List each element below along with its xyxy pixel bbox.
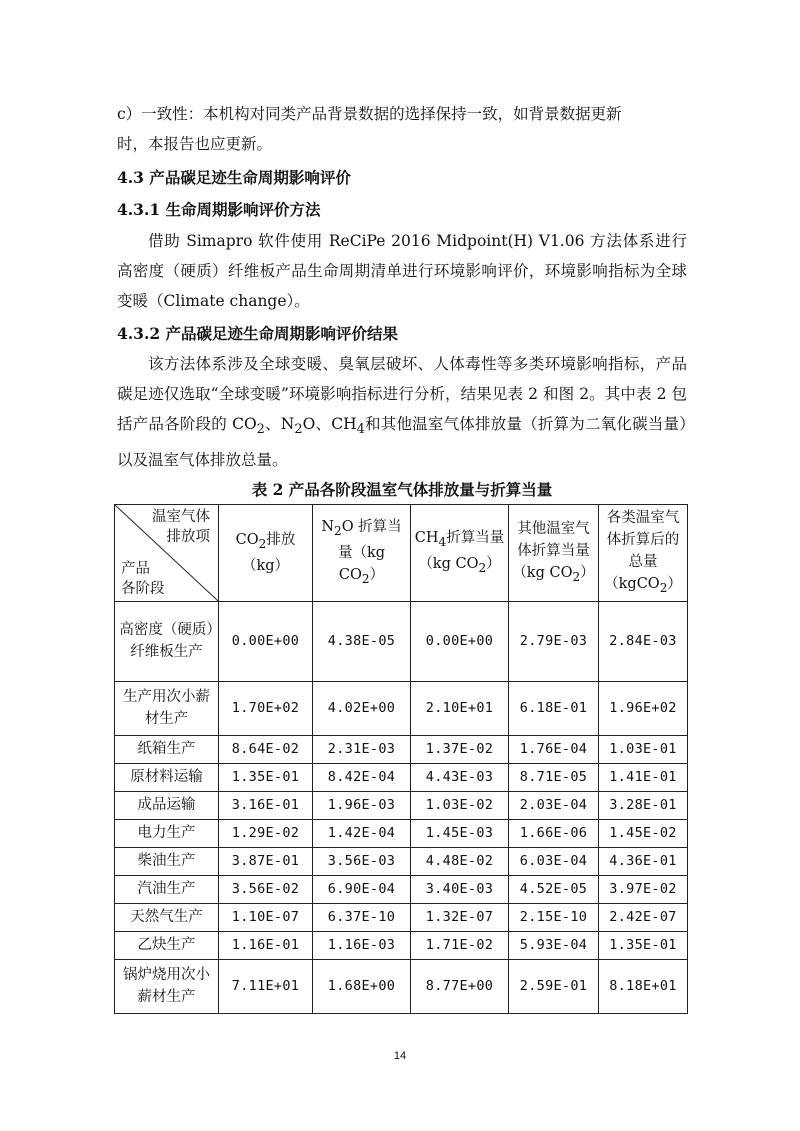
value-cell-ch4: 0.00E+00	[411, 601, 509, 681]
stage-cell: 汽油生产	[115, 875, 219, 903]
value-cell-other: 1.76E-04	[509, 735, 599, 763]
value-cell-total: 8.18E+01	[599, 959, 688, 1013]
value-cell-other: 1.66E-06	[509, 819, 599, 847]
heading-4-3-2: 4.3.2 产品碳足迹生命周期影响评价结果	[117, 324, 399, 343]
value-cell-co2: 1.29E-02	[219, 819, 313, 847]
stage-cell: 乙炔生产	[115, 931, 219, 959]
heading-4-3-1: 4.3.1 生命周期影响评价方法	[117, 200, 321, 219]
value-cell-ch4: 1.71E-02	[411, 931, 509, 959]
value-cell-total: 1.96E+02	[599, 681, 688, 735]
table-caption: 表 2 产品各阶段温室气体排放量与折算当量	[251, 480, 553, 499]
value-cell-co2: 1.10E-07	[219, 903, 313, 931]
value-cell-n2o: 1.16E-03	[313, 931, 411, 959]
corner-gas-line-2: 排放项	[166, 529, 210, 545]
value-cell-other: 6.03E-04	[509, 847, 599, 875]
col-other-b: ）	[580, 565, 595, 581]
col-other-a: 其他温室气体折算当量（kg CO	[512, 521, 590, 581]
results-sub-ch4: 4	[356, 422, 365, 438]
table-row	[115, 959, 688, 1013]
value-cell-total: 1.03E-01	[599, 735, 688, 763]
value-cell-ch4: 8.77E+00	[411, 959, 509, 1013]
stage-cell: 生产用次小薪材生产	[115, 681, 219, 735]
table-row	[115, 875, 688, 903]
corner-gas-line-1: 温室气体	[152, 509, 210, 525]
emissions-table	[114, 504, 688, 1014]
col-n2o-sub: 2	[334, 523, 342, 538]
col-n2o-b: O 折算当量（kg CO	[337, 519, 402, 583]
page-number: 14	[393, 1050, 407, 1062]
col-other-sub: 2	[572, 569, 581, 584]
value-cell-ch4: 4.43E-03	[411, 763, 509, 791]
value-cell-other: 2.03E-04	[509, 791, 599, 819]
value-cell-other: 2.15E-10	[509, 903, 599, 931]
paragraph-results	[117, 349, 687, 475]
corner-header-stage	[121, 559, 165, 599]
table-row	[115, 903, 688, 931]
corner-stage-line-1: 产品	[121, 560, 150, 577]
value-cell-ch4: 1.32E-07	[411, 903, 509, 931]
col-co2-sub: 2	[258, 536, 267, 551]
col-total-sub: 2	[659, 580, 668, 595]
col-ch4-b: 折算当量（kg CO	[418, 530, 505, 572]
stage-cell: 柴油生产	[115, 847, 219, 875]
value-cell-n2o: 3.56E-03	[313, 847, 411, 875]
value-cell-total: 2.84E-03	[599, 601, 688, 681]
value-cell-n2o: 2.31E-03	[313, 735, 411, 763]
value-cell-ch4: 1.45E-03	[411, 819, 509, 847]
table-row	[115, 735, 688, 763]
value-cell-n2o: 1.42E-04	[313, 819, 411, 847]
value-cell-co2: 0.00E+00	[219, 601, 313, 681]
value-cell-co2: 3.56E-02	[219, 875, 313, 903]
value-cell-co2: 7.11E+01	[219, 959, 313, 1013]
col-co2-a: CO	[235, 532, 259, 548]
col-header-total	[599, 505, 688, 602]
paragraph-method: 借助 Simapro 软件使用 ReCiPe 2016 Midpoint(H) V1.06 方法体系进行高密度（硬质）纤维板产品生命周期清单进行环境影响评价，环境影响指标为全球变暖（Climate change）。	[117, 232, 687, 310]
col-n2o-sub2: 2	[361, 571, 370, 586]
value-cell-co2: 3.87E-01	[219, 847, 313, 875]
value-cell-n2o: 1.68E+00	[313, 959, 411, 1013]
value-cell-co2: 8.64E-02	[219, 735, 313, 763]
value-cell-other: 5.93E-04	[509, 931, 599, 959]
value-cell-co2: 1.16E-01	[219, 931, 313, 959]
results-text-c: O、CH	[302, 415, 357, 433]
consistency-line-1: c）一致性：本机构对同类产品背景数据的选择保持一致，如背景数据更新	[117, 105, 622, 123]
value-cell-total: 1.45E-02	[599, 819, 688, 847]
table-row	[115, 819, 688, 847]
stage-cell: 成品运输	[115, 791, 219, 819]
col-n2o-a: N	[321, 519, 334, 536]
consistency-line-2: 时，本报告也应更新。	[117, 135, 273, 153]
value-cell-co2: 1.35E-01	[219, 763, 313, 791]
value-cell-total: 1.35E-01	[599, 931, 688, 959]
table-corner-cell	[115, 505, 219, 602]
col-header-co2	[219, 505, 313, 602]
value-cell-n2o: 4.38E-05	[313, 601, 411, 681]
col-header-other	[509, 505, 599, 602]
value-cell-n2o: 1.96E-03	[313, 791, 411, 819]
value-cell-total: 3.97E-02	[599, 875, 688, 903]
stage-cell: 锅炉烧用次小薪材生产	[115, 959, 219, 1013]
results-sub-n2o: 2	[294, 422, 303, 438]
value-cell-n2o: 4.02E+00	[313, 681, 411, 735]
table-row	[115, 681, 688, 735]
col-ch4-sub2: 2	[478, 560, 487, 575]
col-total-a: 各类温室气体折算后的总量（kgCO	[604, 510, 680, 592]
value-cell-n2o: 6.90E-04	[313, 875, 411, 903]
value-cell-ch4: 1.37E-02	[411, 735, 509, 763]
corner-stage-line-2: 各阶段	[121, 580, 165, 597]
col-co2-b: 排放（kg）	[241, 532, 296, 574]
value-cell-n2o: 8.42E-04	[313, 763, 411, 791]
col-total-b: ）	[667, 576, 682, 592]
stage-cell: 纸箱生产	[115, 735, 219, 763]
corner-header-gas	[152, 507, 210, 547]
table-row	[115, 791, 688, 819]
paragraph-consistency	[117, 99, 687, 159]
value-cell-other: 2.59E-01	[509, 959, 599, 1013]
table-row	[115, 931, 688, 959]
value-cell-other: 4.52E-05	[509, 875, 599, 903]
col-ch4-sub: 4	[438, 534, 447, 549]
stage-cell: 原材料运输	[115, 763, 219, 791]
heading-4-3: 4.3 产品碳足迹生命周期影响评价	[117, 168, 351, 187]
value-cell-co2: 1.70E+02	[219, 681, 313, 735]
value-cell-ch4: 3.40E-03	[411, 875, 509, 903]
col-n2o-c: ）	[369, 566, 385, 583]
table-row	[115, 763, 688, 791]
value-cell-other: 6.18E-01	[509, 681, 599, 735]
value-cell-ch4: 4.48E-02	[411, 847, 509, 875]
value-cell-n2o: 6.37E-10	[313, 903, 411, 931]
table-header-row	[115, 505, 688, 602]
value-cell-total: 3.28E-01	[599, 791, 688, 819]
stage-cell: 天然气生产	[115, 903, 219, 931]
stage-cell: 电力生产	[115, 819, 219, 847]
value-cell-total: 2.42E-07	[599, 903, 688, 931]
value-cell-ch4: 1.03E-02	[411, 791, 509, 819]
results-text-d: 和其他温室气体排放量（折算为二氧化碳当量）以及温室气体排放总量。	[117, 415, 687, 470]
value-cell-co2: 3.16E-01	[219, 791, 313, 819]
value-cell-total: 4.36E-01	[599, 847, 688, 875]
col-ch4-a: CH	[414, 530, 439, 547]
value-cell-other: 2.79E-03	[509, 601, 599, 681]
col-header-n2o	[313, 505, 411, 602]
col-ch4-c: ）	[486, 555, 501, 572]
value-cell-total: 1.41E-01	[599, 763, 688, 791]
table-row	[115, 847, 688, 875]
results-text-a: 该方法体系涉及全球变暖、臭氧层破坏、人体毒性等多类环境影响指标，产品碳足迹仅选取“全球变暖”环境影响指标进行分析，结果见表 2 和图 2。其中表 2 包括产品各阶段的 CO	[117, 355, 687, 433]
value-cell-ch4: 2.10E+01	[411, 681, 509, 735]
col-header-ch4	[411, 505, 509, 602]
stage-cell: 高密度（硬质）纤维板生产	[115, 601, 219, 681]
results-text-b: 、N	[264, 415, 295, 433]
results-sub-co2: 2	[256, 422, 265, 438]
value-cell-other: 8.71E-05	[509, 763, 599, 791]
table-body	[115, 601, 688, 1013]
table-row	[115, 601, 688, 681]
